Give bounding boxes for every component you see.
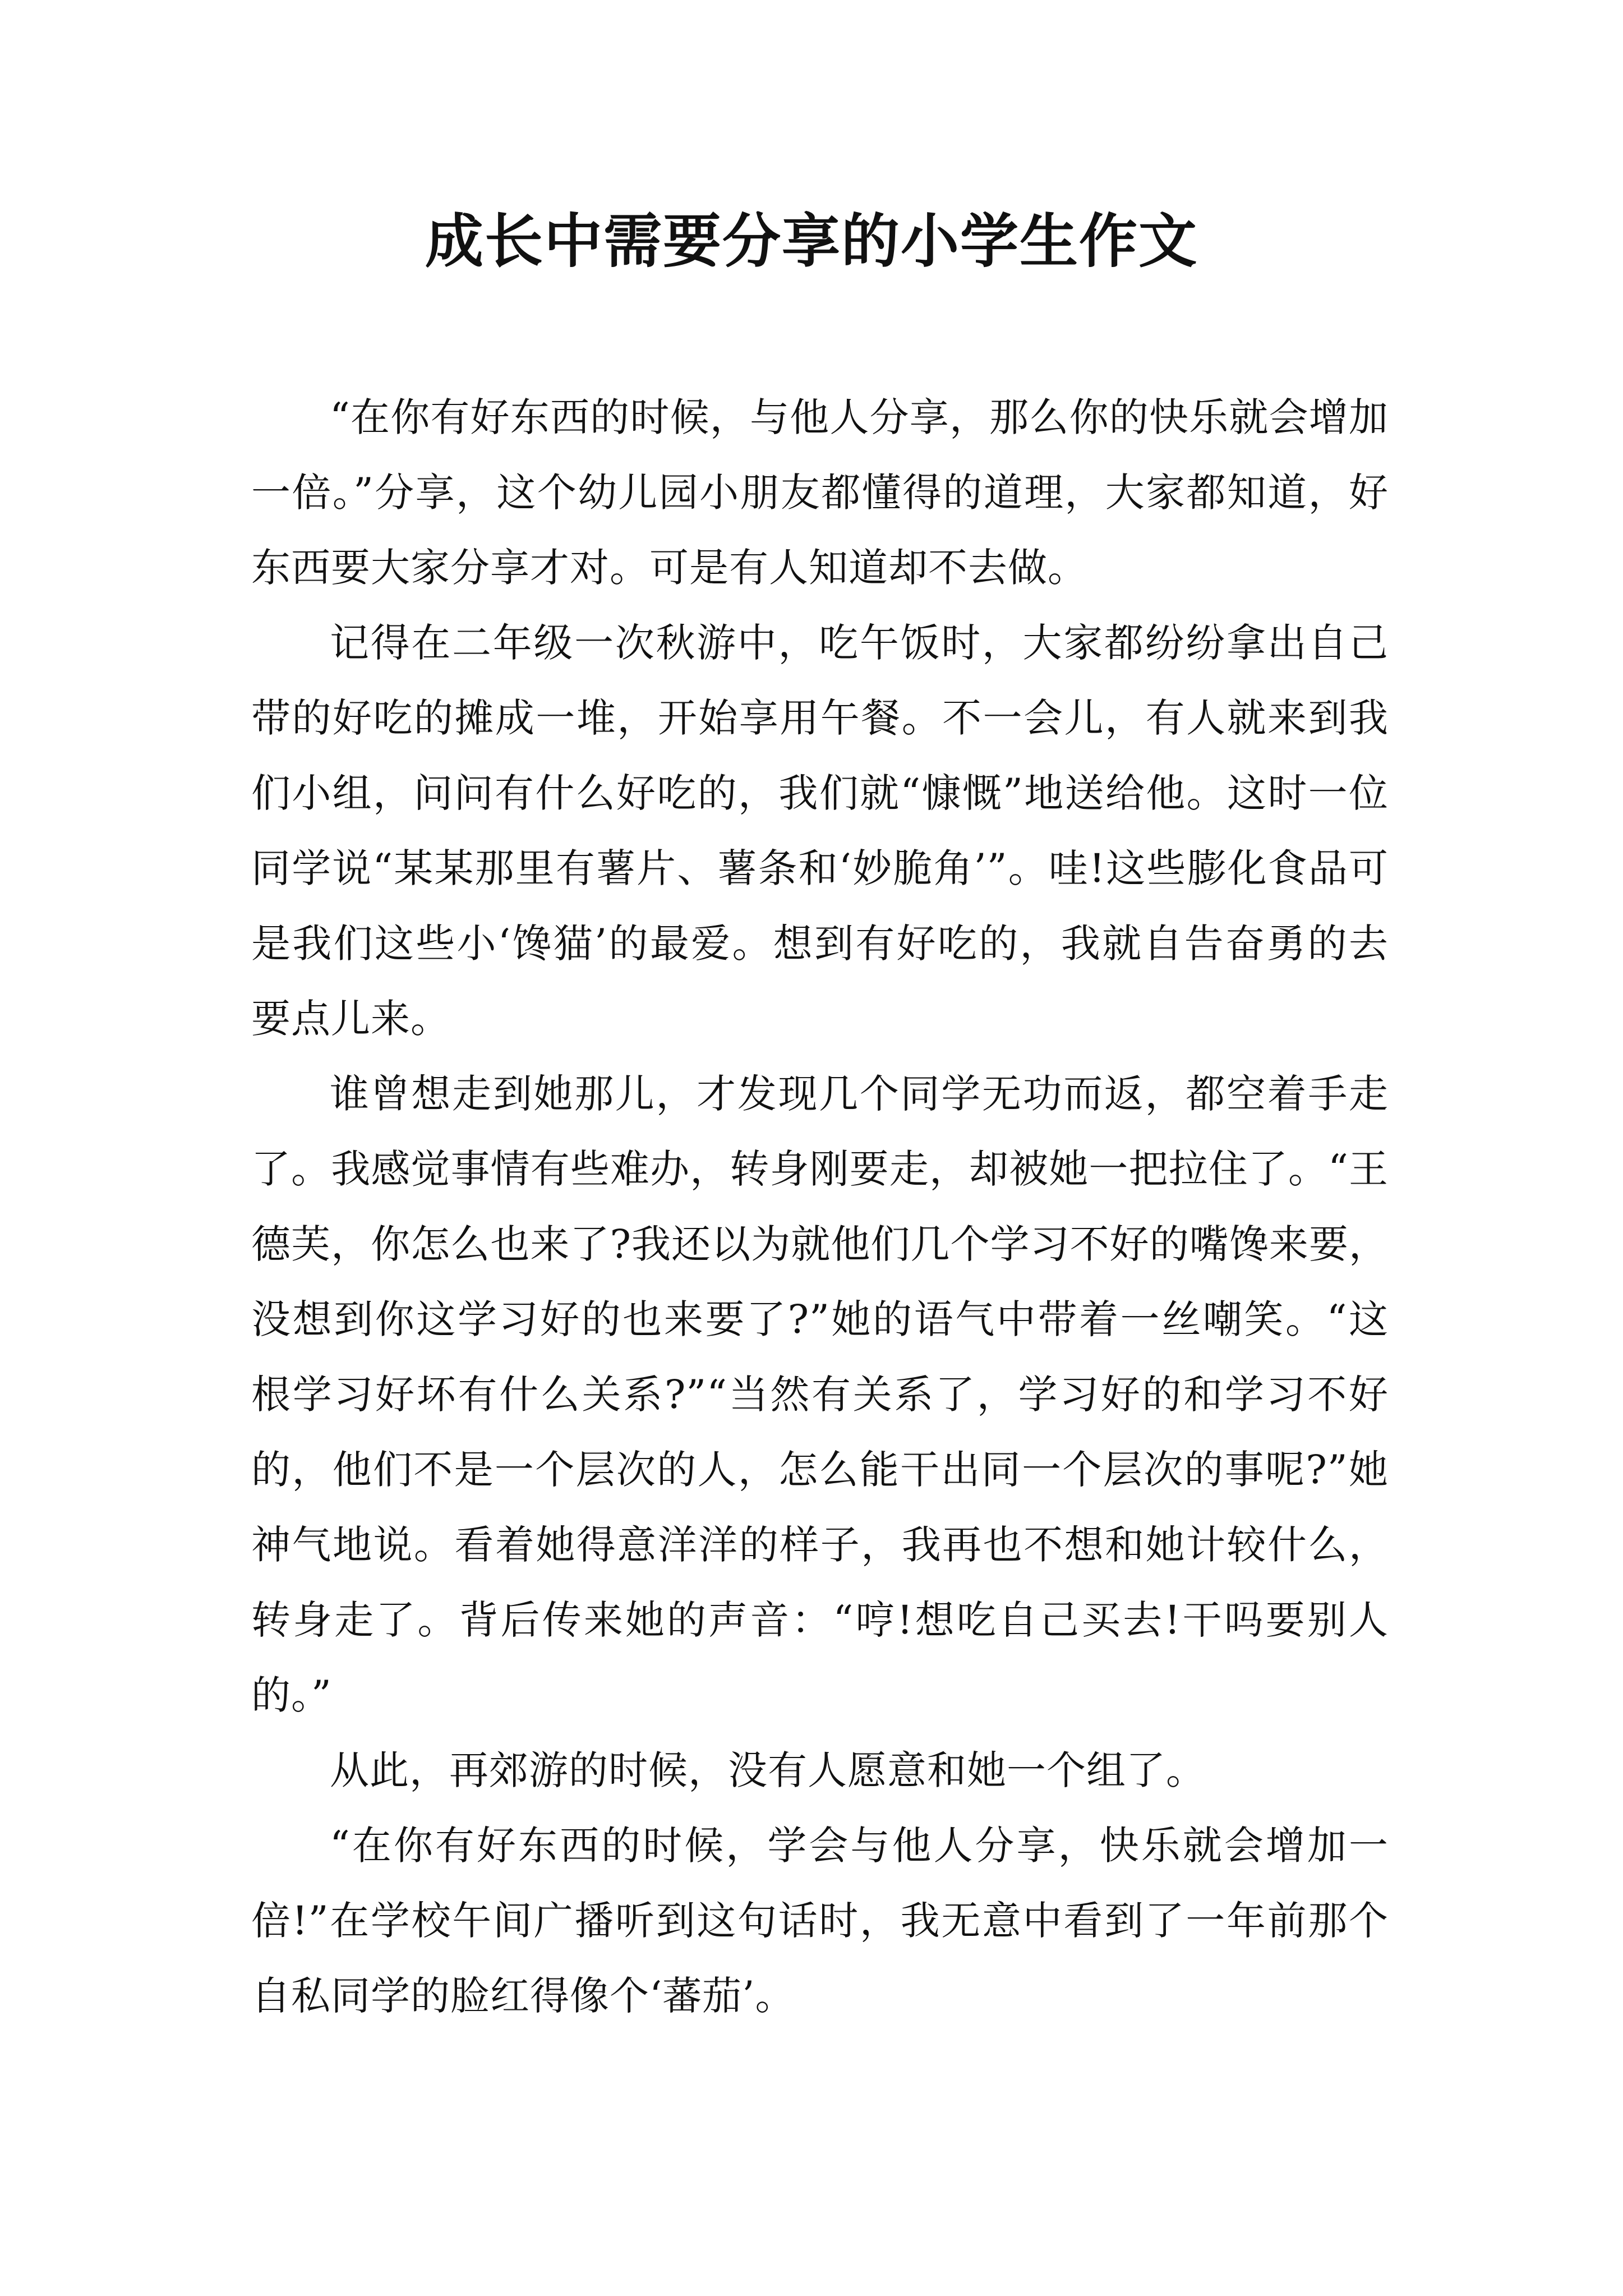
paragraph: 从此，再郊游的时候，没有人愿意和她一个组了。: [330, 1747, 1206, 1793]
paragraph: “在你有好东西的时候，学会与他人分享，快乐就会增加一倍!”在学校午间广播听到这句话时，我无意中看到了一年前那个自私同学的脸红得像个‘蕃茄’。: [251, 1823, 1389, 2019]
paragraph: “在你有好东西的时候，与他人分享，那么你的快乐就会增加一倍。”分享，这个幼儿园小朋友都懂得的道理，大家都知道，好东西要大家分享才对。可是有人知道却不去做。: [251, 394, 1389, 591]
paragraph: 记得在二年级一次秋游中，吃午饭时，大家都纷纷拿出自己带的好吃的摊成一堆，开始享用午餐。不一会儿，有人就来到我们小组，问问有什么好吃的，我们就“慷慨”地送给他。这时一位同学说“某某那里有薯片、薯条和‘妙脆角’”。哇!这些膨化食品可是我们这些小‘馋猫’的最爱。想到有好吃的，我就自告奋勇的去要点儿来。: [251, 620, 1389, 1042]
document-title: 成长中需要分享的小学生作文: [425, 206, 1198, 275]
document-body: [251, 380, 1389, 2033]
paragraph: 谁曾想走到她那儿，才发现几个同学无功而返，都空着手走了。我感觉事情有些难办，转身刚要走，却被她一把拉住了。“王德芙，你怎么也来了?我还以为就他们几个学习不好的嘴馋来要，没想到你这学习好的也来要了?”她的语气中带着一丝嘲笑。“这根学习好坏有什么关系?”“当然有关系了，学习好的和学习不好的，他们不是一个层次的人，怎么能干出同一个层次的事呢?”她神气地说。看着她得意洋洋的样子，我再也不想和她计较什么，转身走了。背后传来她的声音：“哼!想吃自己买去!干吗要别人的。”: [251, 1071, 1389, 1718]
